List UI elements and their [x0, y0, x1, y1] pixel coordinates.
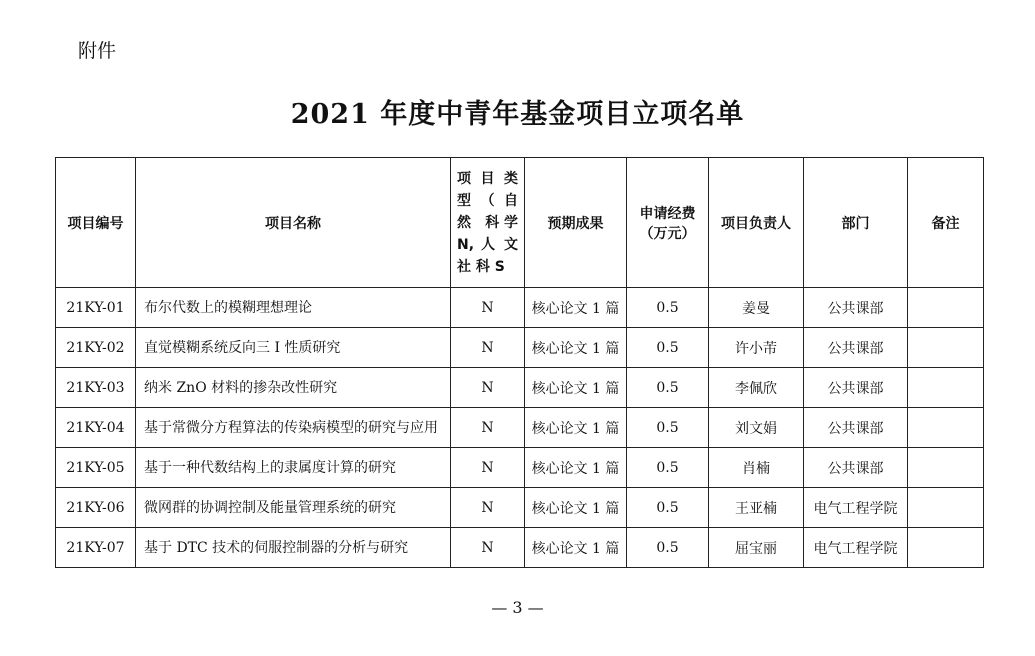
- header-id: 项目编号: [56, 158, 136, 288]
- header-row: [56, 158, 984, 288]
- table-row: [56, 408, 984, 448]
- cell-outcome: 核心论文 1 篇: [525, 448, 627, 488]
- cell-dept: 公共课部: [804, 328, 908, 368]
- cell-leader: 屈宝丽: [709, 528, 804, 568]
- cell-type: N: [451, 288, 525, 328]
- header-leader: 项目负责人: [709, 158, 804, 288]
- cell-dept: 公共课部: [804, 448, 908, 488]
- cell-type: N: [451, 488, 525, 528]
- cell-outcome: 核心论文 1 篇: [525, 528, 627, 568]
- cell-dept: 公共课部: [804, 368, 908, 408]
- header-name: 项目名称: [136, 158, 451, 288]
- cell-id: 21KY-06: [56, 488, 136, 528]
- document-title: 2021 年度中青年基金项目立项名单: [290, 99, 745, 130]
- cell-leader: 姜曼: [709, 288, 804, 328]
- cell-funding: 0.5: [627, 488, 709, 528]
- cell-leader: 王亚楠: [709, 488, 804, 528]
- header-type: 项 目 类 型 （ 自 然 科学 N, 人 文 社 科 S: [451, 158, 525, 288]
- cell-note: [908, 488, 984, 528]
- cell-funding: 0.5: [627, 288, 709, 328]
- cell-outcome: 核心论文 1 篇: [525, 288, 627, 328]
- cell-type: N: [451, 528, 525, 568]
- table-row: [56, 448, 984, 488]
- cell-outcome: 核心论文 1 篇: [525, 408, 627, 448]
- cell-funding: 0.5: [627, 368, 709, 408]
- table-row: [56, 528, 984, 568]
- cell-type: N: [451, 368, 525, 408]
- cell-dept: 公共课部: [804, 408, 908, 448]
- cell-leader: 许小芾: [709, 328, 804, 368]
- cell-note: [908, 368, 984, 408]
- table-row: [56, 488, 984, 528]
- cell-name: 基于常微分方程算法的传染病模型的研究与应用: [136, 408, 451, 448]
- table-row: [56, 328, 984, 368]
- cell-id: 21KY-03: [56, 368, 136, 408]
- cell-funding: 0.5: [627, 448, 709, 488]
- cell-name: 纳米 ZnO 材料的掺杂改性研究: [136, 368, 451, 408]
- cell-id: 21KY-07: [56, 528, 136, 568]
- cell-funding: 0.5: [627, 408, 709, 448]
- cell-funding: 0.5: [627, 328, 709, 368]
- cell-name: 布尔代数上的模糊理想理论: [136, 288, 451, 328]
- cell-leader: 肖楠: [709, 448, 804, 488]
- cell-outcome: 核心论文 1 篇: [525, 488, 627, 528]
- cell-dept: 电气工程学院: [804, 528, 908, 568]
- attachment-label: 附件: [78, 40, 117, 62]
- cell-note: [908, 328, 984, 368]
- header-outcome: 预期成果: [525, 158, 627, 288]
- header-funding: 申请经费 （万元）: [627, 158, 709, 288]
- page-number: — 3 —: [491, 598, 544, 617]
- cell-outcome: 核心论文 1 篇: [525, 328, 627, 368]
- cell-id: 21KY-02: [56, 328, 136, 368]
- cell-type: N: [451, 328, 525, 368]
- table-row: [56, 368, 984, 408]
- cell-note: [908, 528, 984, 568]
- cell-dept: 电气工程学院: [804, 488, 908, 528]
- cell-id: 21KY-05: [56, 448, 136, 488]
- cell-id: 21KY-01: [56, 288, 136, 328]
- header-note: 备注: [908, 158, 984, 288]
- cell-type: N: [451, 408, 525, 448]
- header-dept: 部门: [804, 158, 908, 288]
- table-row: [56, 288, 984, 328]
- cell-dept: 公共课部: [804, 288, 908, 328]
- cell-type: N: [451, 448, 525, 488]
- cell-name: 基于 DTC 技术的伺服控制器的分析与研究: [136, 528, 451, 568]
- cell-funding: 0.5: [627, 528, 709, 568]
- cell-leader: 刘文娟: [709, 408, 804, 448]
- cell-name: 直觉模糊系统反向三 I 性质研究: [136, 328, 451, 368]
- cell-leader: 李佩欣: [709, 368, 804, 408]
- project-table: [55, 157, 984, 568]
- cell-note: [908, 448, 984, 488]
- cell-name: 微网群的协调控制及能量管理系统的研究: [136, 488, 451, 528]
- cell-note: [908, 288, 984, 328]
- cell-name: 基于一种代数结构上的隶属度计算的研究: [136, 448, 451, 488]
- cell-note: [908, 408, 984, 448]
- cell-id: 21KY-04: [56, 408, 136, 448]
- cell-outcome: 核心论文 1 篇: [525, 368, 627, 408]
